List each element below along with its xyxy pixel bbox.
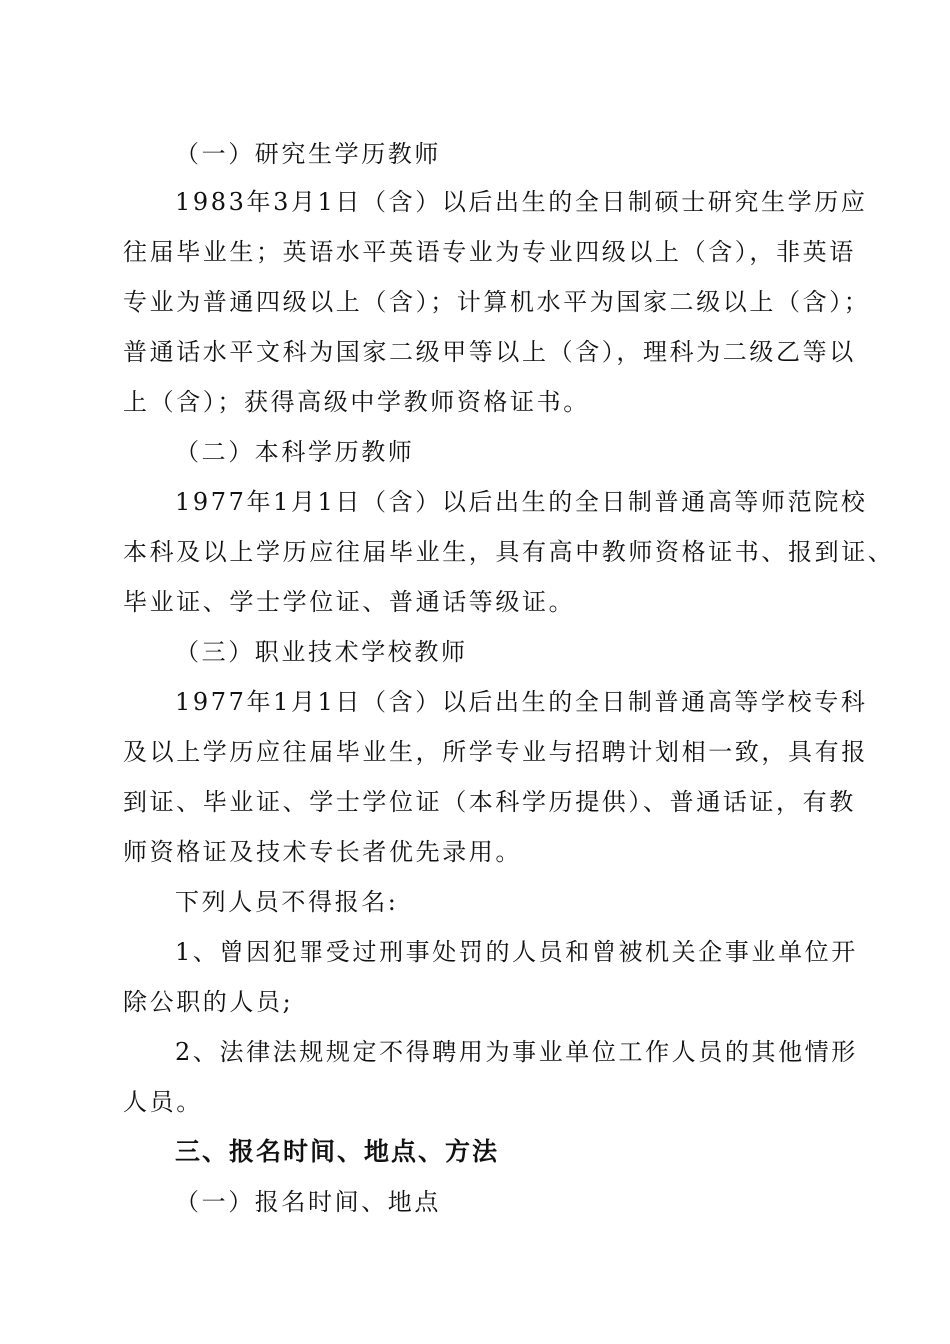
- paragraph-line: 人员。: [123, 1088, 203, 1116]
- paragraph-line: 普通话水平文科为国家二级甲等以上（含），理科为二级乙等以: [123, 338, 856, 366]
- paragraph-line: 及以上学历应往届毕业生，所学专业与招聘计划相一致，具有报: [123, 738, 868, 766]
- paragraph-line: 专业为普通四级以上（含）；计算机水平为国家二级以上（含）；: [123, 288, 871, 316]
- paragraph-line: 毕业证、学士学位证、普通话等级证。: [123, 588, 576, 616]
- paragraph-line: 往届毕业生；英语水平英语专业为专业四级以上（含），非英语: [123, 238, 856, 266]
- paragraph-line: 到证、毕业证、学士学位证（本科学历提供）、普通话证，有教: [123, 788, 856, 816]
- paragraph-line: 1977年1月1日（含）以后出生的全日制普通高等学校专科: [175, 688, 868, 716]
- paragraph-line: 1983年3月1日（含）以后出生的全日制硕士研究生学历应: [175, 188, 868, 216]
- section-heading-vocational: （三）职业技术学校教师: [175, 638, 468, 666]
- paragraph-line: 除公职的人员;: [123, 988, 294, 1016]
- paragraph-line: 上（含）；获得高级中学教师资格证书。: [123, 388, 590, 416]
- section-heading-undergraduate: （二）本科学历教师: [175, 438, 415, 466]
- exclusion-intro: 下列人员不得报名:: [175, 888, 399, 916]
- section-heading-registration: 三、报名时间、地点、方法: [175, 1137, 500, 1166]
- exclusion-item-2: 2、法律法规规定不得聘用为事业单位工作人员的其他情形: [175, 1038, 858, 1066]
- section-heading-postgraduate: （一）研究生学历教师: [175, 140, 441, 168]
- paragraph-line: 师资格证及技术专长者优先录用。: [123, 838, 522, 866]
- paragraph-line: 本科及以上学历应往届毕业生，具有高中教师资格证书、报到证、: [123, 538, 895, 566]
- exclusion-item-1: 1、曾因犯罪受过刑事处罚的人员和曾被机关企事业单位开: [175, 938, 858, 966]
- subsection-heading-time-place: （一）报名时间、地点: [175, 1188, 441, 1216]
- paragraph-line: 1977年1月1日（含）以后出生的全日制普通高等师范院校: [175, 488, 868, 516]
